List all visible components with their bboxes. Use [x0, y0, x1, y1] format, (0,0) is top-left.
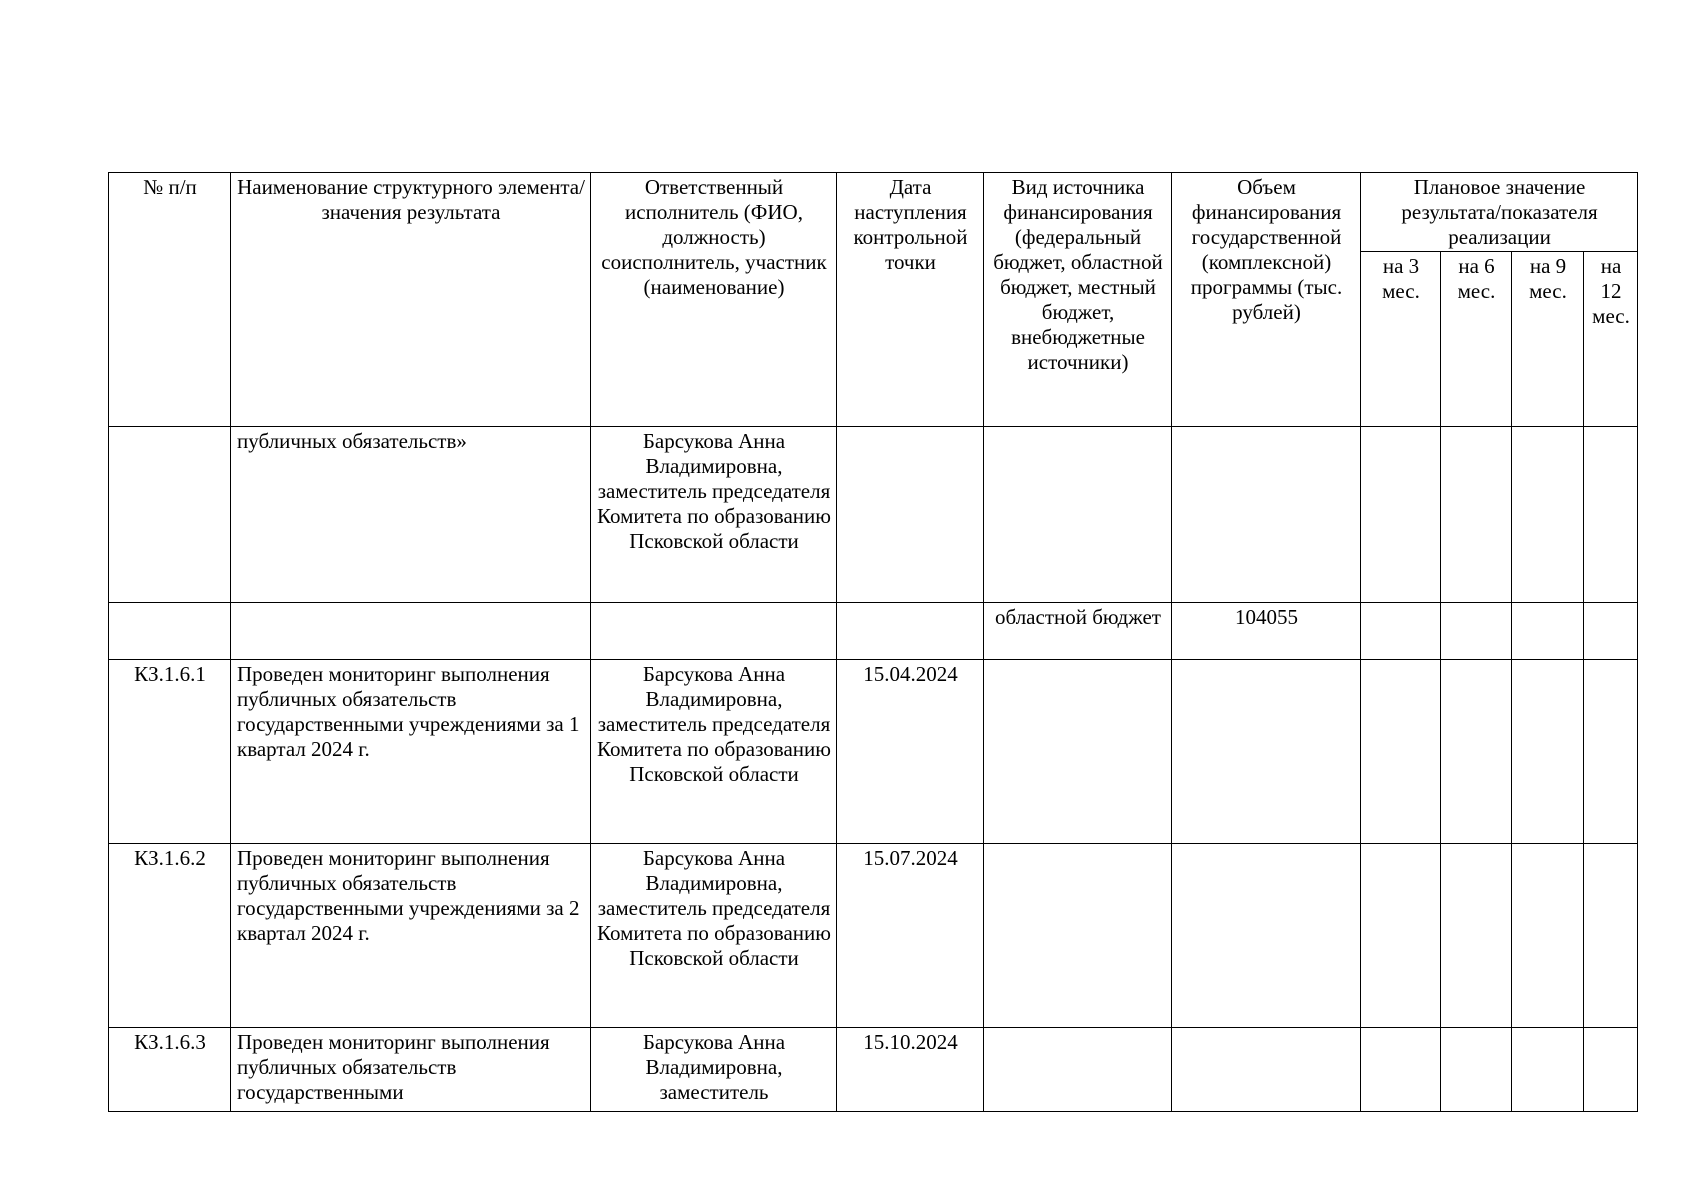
- header-date: Дата наступления контрольной точки: [837, 173, 984, 427]
- row-volume: 104055: [1172, 603, 1361, 660]
- row-volume: [1172, 1028, 1361, 1112]
- row-m3: [1361, 844, 1441, 1028]
- header-m12: на 12 мес.: [1584, 252, 1638, 427]
- table-row: [109, 660, 1638, 844]
- row-responsible: [591, 603, 837, 660]
- header-num: № п/п: [109, 173, 231, 427]
- header-source: Вид источника финансирования (федеральный бюджет, областной бюджет, местный бюджет, внебюджетные источники): [984, 173, 1172, 427]
- row-name: Проведен мониторинг выполнения публичных обязательств государственными учреждениями за 2 квартал 2024 г.: [231, 844, 591, 1028]
- row-name: [231, 603, 591, 660]
- row-m12: [1584, 1028, 1638, 1112]
- row-source: [984, 660, 1172, 844]
- row-m9: [1512, 1028, 1584, 1112]
- row-m6: [1441, 660, 1512, 844]
- table-row: [109, 603, 1638, 660]
- row-volume: [1172, 660, 1361, 844]
- row-responsible: Барсукова Анна Владимировна, заместитель председателя Комитета по образованию Псковской области: [591, 844, 837, 1028]
- table-row: [109, 427, 1638, 603]
- row-m6: [1441, 603, 1512, 660]
- row-name: Проведен мониторинг выполнения публичных обязательств государственными учреждениями за 1 квартал 2024 г.: [231, 660, 591, 844]
- header-m9: на 9 мес.: [1512, 252, 1584, 427]
- row-responsible: Барсукова Анна Владимировна, заместитель председателя Комитета по образованию Псковской области: [591, 427, 837, 603]
- row-m9: [1512, 660, 1584, 844]
- row-source: [984, 1028, 1172, 1112]
- row-volume: [1172, 427, 1361, 603]
- row-source: [984, 427, 1172, 603]
- row-date: [837, 603, 984, 660]
- row-m6: [1441, 844, 1512, 1028]
- row-m12: [1584, 844, 1638, 1028]
- row-m3: [1361, 1028, 1441, 1112]
- row-source: областной бюджет: [984, 603, 1172, 660]
- row-m3: [1361, 427, 1441, 603]
- row-num: КЗ.1.6.1: [109, 660, 231, 844]
- row-m12: [1584, 427, 1638, 603]
- row-m3: [1361, 660, 1441, 844]
- row-m9: [1512, 844, 1584, 1028]
- row-m6: [1441, 427, 1512, 603]
- row-date: 15.07.2024: [837, 844, 984, 1028]
- row-date: 15.04.2024: [837, 660, 984, 844]
- header-planned: Плановое значение результата/показателя реализации: [1361, 173, 1638, 252]
- row-volume: [1172, 844, 1361, 1028]
- monitoring-table: [108, 172, 1638, 1112]
- row-num: [109, 427, 231, 603]
- row-num: КЗ.1.6.3: [109, 1028, 231, 1112]
- row-source: [984, 844, 1172, 1028]
- row-responsible: Барсукова Анна Владимировна, заместитель: [591, 1028, 837, 1112]
- row-m12: [1584, 603, 1638, 660]
- row-name: публичных обязательств»: [231, 427, 591, 603]
- row-responsible: Барсукова Анна Владимировна, заместитель председателя Комитета по образованию Псковской области: [591, 660, 837, 844]
- row-date: [837, 427, 984, 603]
- row-m6: [1441, 1028, 1512, 1112]
- row-name: Проведен мониторинг выполнения публичных обязательств государственными: [231, 1028, 591, 1112]
- row-date: 15.10.2024: [837, 1028, 984, 1112]
- row-num: [109, 603, 231, 660]
- header-m3: на 3 мес.: [1361, 252, 1441, 427]
- header-responsible: Ответственный исполнитель (ФИО, должность) соисполнитель, участник (наименование): [591, 173, 837, 427]
- row-num: КЗ.1.6.2: [109, 844, 231, 1028]
- header-volume: Объем финансирования государственной (комплексной) программы (тыс. рублей): [1172, 173, 1361, 427]
- row-m9: [1512, 603, 1584, 660]
- header-m6: на 6 мес.: [1441, 252, 1512, 427]
- row-m3: [1361, 603, 1441, 660]
- table-row: [109, 1028, 1638, 1112]
- row-m12: [1584, 660, 1638, 844]
- table-row: [109, 844, 1638, 1028]
- table-header-row: [109, 173, 1638, 252]
- header-name: Наименование структурного элемента/ значения результата: [231, 173, 591, 427]
- row-m9: [1512, 427, 1584, 603]
